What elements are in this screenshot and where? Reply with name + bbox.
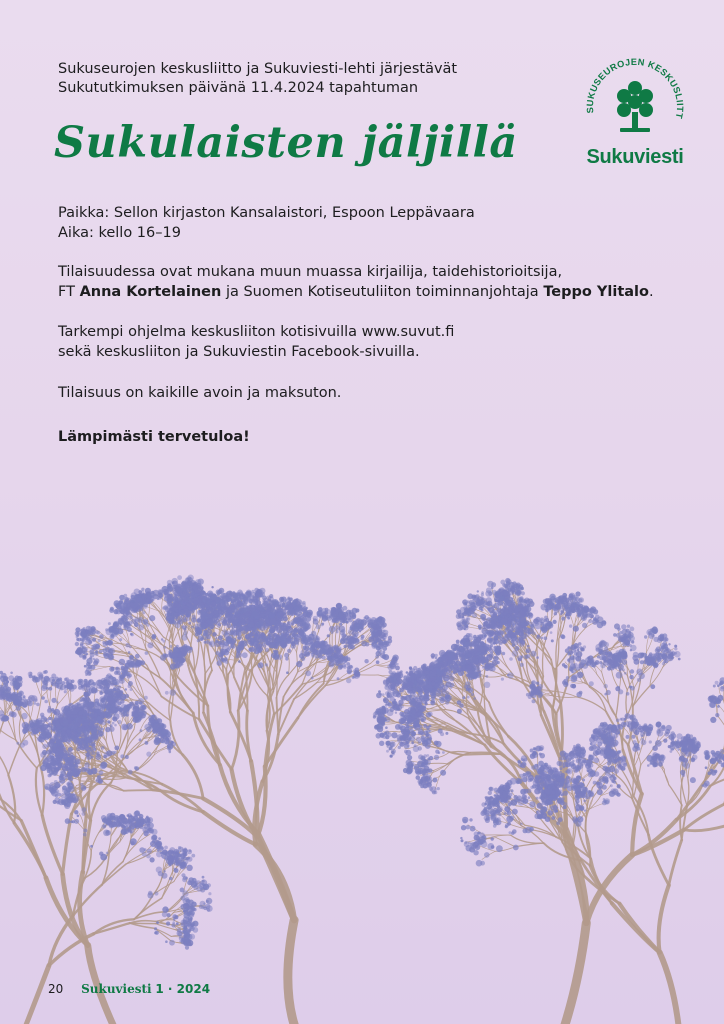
intro-line-2: Sukututkimuksen päivänä 11.4.2024 tapahtuman	[58, 80, 419, 96]
intro-text	[58, 60, 538, 98]
event-time: Aika: kello 16–19	[58, 225, 181, 241]
guests-paragraph	[58, 262, 654, 302]
logo-ring-text: SUKUSEUROJEN KESKUSLIITT	[584, 56, 686, 120]
event-place: Paikka: Sellon kirjaston Kansalaistori, Espoon Leppävaara	[58, 205, 475, 221]
program-line-2: sekä keskusliiton ja Sukuviestin Facebook-sivuilla.	[58, 344, 420, 360]
guest-name-1: Anna Kortelainen	[79, 284, 222, 300]
program-line-1: Tarkempi ohjelma keskusliiton kotisivuilla www.suvut.fi	[58, 324, 455, 340]
footer-magazine: Sukuviesti	[81, 982, 152, 996]
guest-name-2: Teppo Ylitalo	[543, 284, 649, 300]
open-note: Tilaisuus on kaikille avoin ja maksuton.	[58, 385, 342, 401]
event-details	[58, 203, 475, 243]
intro-line-1: Sukuseurojen keskusliitto ja Sukuviesti-lehti järjestävät	[58, 61, 458, 77]
page-title: Sukulaisten jäljillä	[54, 118, 518, 168]
guests-middle: ja Suomen Kotiseutuliiton toiminnanjohtaja	[225, 284, 539, 300]
tree-photo	[0, 400, 724, 1024]
sukuviesti-logo	[580, 54, 690, 178]
footer-issue: 1 · 2024	[155, 982, 211, 996]
page-footer	[48, 982, 210, 996]
program-paragraph	[58, 322, 454, 362]
page-number: 20	[48, 982, 64, 996]
guests-prefix: FT	[58, 284, 75, 300]
logo-emblem-icon	[580, 54, 690, 154]
welcome-text: Lämpimästi tervetuloa!	[58, 429, 250, 445]
guests-line-2	[58, 282, 654, 302]
guests-suffix: .	[648, 284, 654, 300]
guests-line-1: Tilaisuudessa ovat mukana muun muassa kirjailija, taidehistorioitsija,	[58, 264, 563, 280]
logo-wordmark: Sukuviesti	[586, 146, 684, 168]
